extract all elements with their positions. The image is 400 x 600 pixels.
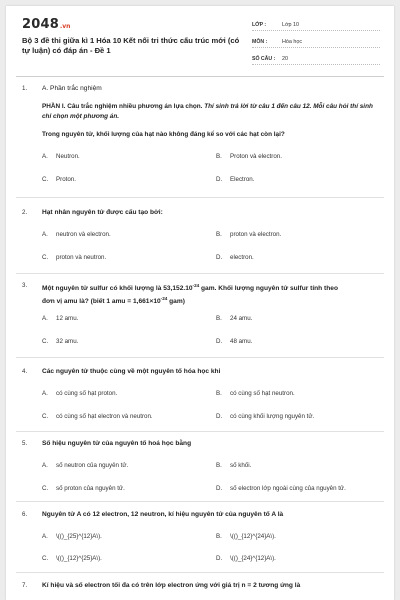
option-letter: A. [42,462,48,469]
option-c[interactable] [42,412,153,422]
option-text: có cùng số hạt neutron. [230,390,295,397]
logo-text: 2048 [22,17,59,32]
option-letter: B. [216,231,222,238]
exponent: -24 [160,296,168,302]
option-d[interactable] [216,412,314,422]
question-heading [22,581,382,591]
meta-label: SỐ CÂU : [252,56,276,62]
question-text-part: Một nguyên tử sulfur có khối lượng là 53,152.10 [42,285,193,293]
option-text: proton và electron. [230,231,282,238]
meta-label: MÔN : [252,39,268,45]
question-heading [22,208,382,218]
question-heading [22,510,382,520]
question-divider [16,273,384,274]
question-number: 4. [22,368,28,375]
part-instructions [42,102,382,122]
header-divider [16,76,384,77]
option-letter: D. [216,176,223,183]
site-logo[interactable] [22,17,70,33]
option-text: \(()_{12}^{25}A\). [56,555,102,562]
option-d[interactable] [216,253,254,263]
option-letter: D. [216,555,223,562]
option-text: 12 amu. [56,315,79,322]
exam-page [6,6,394,600]
part-instruction: Thí sinh trả lời từ câu 1 đến câu 12. Mỗi câu hỏi thí sinh chỉ chọn một phương án. [42,103,373,120]
question-text-part: gam. Khối lượng nguyên tử sulfur tính theo [199,285,338,293]
option-letter: B. [216,462,222,469]
question-number: 6. [22,511,28,518]
question-heading [22,281,382,307]
option-text: số electron lớp ngoài cùng của nguyên tử. [230,485,346,492]
option-d[interactable] [216,484,346,494]
option-d[interactable] [216,337,252,347]
option-letter: A. [42,390,48,397]
question-number: 5. [22,440,28,447]
option-text: có cùng số hạt electron và neutron. [56,413,153,420]
document-title: Bộ 3 đề thi giữa kì 1 Hóa 10 Kết nối tri thức cấu trúc mới (có tự luận) có đáp án - Đề 1 [22,36,240,55]
option-letter: C. [42,485,49,492]
option-text: số proton của nguyên tử. [56,485,125,492]
option-a[interactable] [42,152,80,162]
section-heading [22,84,382,94]
option-b[interactable] [216,532,276,542]
option-b[interactable] [216,152,282,162]
option-c[interactable] [42,175,76,185]
option-text: có cùng số hạt proton. [56,390,118,397]
option-letter: C. [42,254,49,261]
question-number: 2. [22,209,28,216]
question-text-part: đơn vị amu là? (biết 1 amu = 1,661×10 [42,298,161,306]
option-text: số khối. [230,462,252,469]
option-text: \(()_{25}^{12}A\). [56,533,102,540]
question-text: Nguyên tử A có 12 electron, 12 neutron, kí hiệu nguyên tử của nguyên tố A là [42,511,284,518]
option-b[interactable] [216,230,281,240]
option-b[interactable] [216,461,251,471]
option-c[interactable] [42,253,106,263]
question-text: Kí hiệu và số electron tối đa có trên lớp electron ứng với giá trị n = 2 tương ứng là [42,582,301,589]
exam-meta [252,17,380,68]
question-text [42,130,382,140]
option-letter: A. [42,315,48,322]
option-text: Proton. [56,176,76,183]
option-letter: D. [216,485,223,492]
question-divider [16,572,384,573]
meta-question-count [252,51,380,65]
exponent: -24 [192,283,200,288]
option-text: \(()_{12}^{24}A\). [230,533,276,540]
option-a[interactable] [42,314,78,324]
option-d[interactable] [216,175,254,185]
question-divider [16,501,384,502]
option-text: 48 amu. [230,338,253,345]
question-text-content: Trong nguyên tử, khối lượng của hạt nào không đáng kể so với các hạt còn lại? [42,131,285,138]
question-heading [22,439,382,449]
option-a[interactable] [42,461,128,471]
option-text: 24 amu. [230,315,253,322]
option-text: \(()_{24}^{12}A\). [230,555,276,562]
option-text: Neutron. [56,153,80,160]
meta-subject [252,34,380,48]
option-b[interactable] [216,389,295,399]
option-a[interactable] [42,230,111,240]
option-letter: B. [216,153,222,160]
question-text: Các nguyên tử thuộc cùng về một nguyên tố hóa học khi [42,368,221,375]
question-number: 1. [22,85,28,92]
question-divider [16,431,384,432]
option-letter: D. [216,254,223,261]
option-letter: D. [216,413,223,420]
part-label: PHẦN I. Câu trắc nghiệm nhiều phương án lựa chọn. [42,103,203,110]
meta-value: Hóa học [282,39,303,45]
option-text: Electron. [230,176,255,183]
page-header [6,6,394,76]
option-a[interactable] [42,532,102,542]
meta-value: 20 [282,56,288,62]
option-letter: C. [42,555,49,562]
option-text: electron. [230,254,254,261]
question-number: 7. [22,582,28,589]
option-text: neutron và electron. [56,231,111,238]
option-letter: D. [216,338,223,345]
option-d[interactable] [216,554,276,564]
question-number: 3. [22,282,28,289]
option-text: có cùng khối lượng nguyên tử. [230,413,315,420]
option-letter: B. [216,315,222,322]
meta-value: Lớp 10 [282,22,300,28]
option-letter: A. [42,153,48,160]
option-letter: A. [42,231,48,238]
option-letter: A. [42,533,48,540]
option-letter: B. [216,390,222,397]
option-letter: C. [42,176,49,183]
option-text: 32 amu. [56,338,79,345]
option-a[interactable] [42,389,117,399]
meta-label: LỚP : [252,22,267,28]
question-text: Hạt nhân nguyên tử được cấu tạo bởi: [42,209,163,216]
meta-grade [252,17,380,31]
option-text: proton và neutron. [56,254,107,261]
question-heading [22,367,382,377]
logo-suffix: .vn [59,23,71,30]
option-c[interactable] [42,484,125,494]
option-text: số neutron của nguyên tử. [56,462,129,469]
question-text: Số hiệu nguyên tử của nguyên tố hoá học bằng [42,440,192,447]
section-title: A. Phần trắc nghiệm [42,85,102,92]
option-letter: C. [42,338,49,345]
question-divider [16,197,384,198]
option-letter: B. [216,533,222,540]
option-letter: C. [42,413,49,420]
question-divider [16,357,384,358]
question-text-part: gam) [167,298,185,306]
question-text [42,281,338,307]
option-c[interactable] [42,337,78,347]
option-c[interactable] [42,554,102,564]
option-b[interactable] [216,314,252,324]
option-text: Proton và electron. [230,153,282,160]
